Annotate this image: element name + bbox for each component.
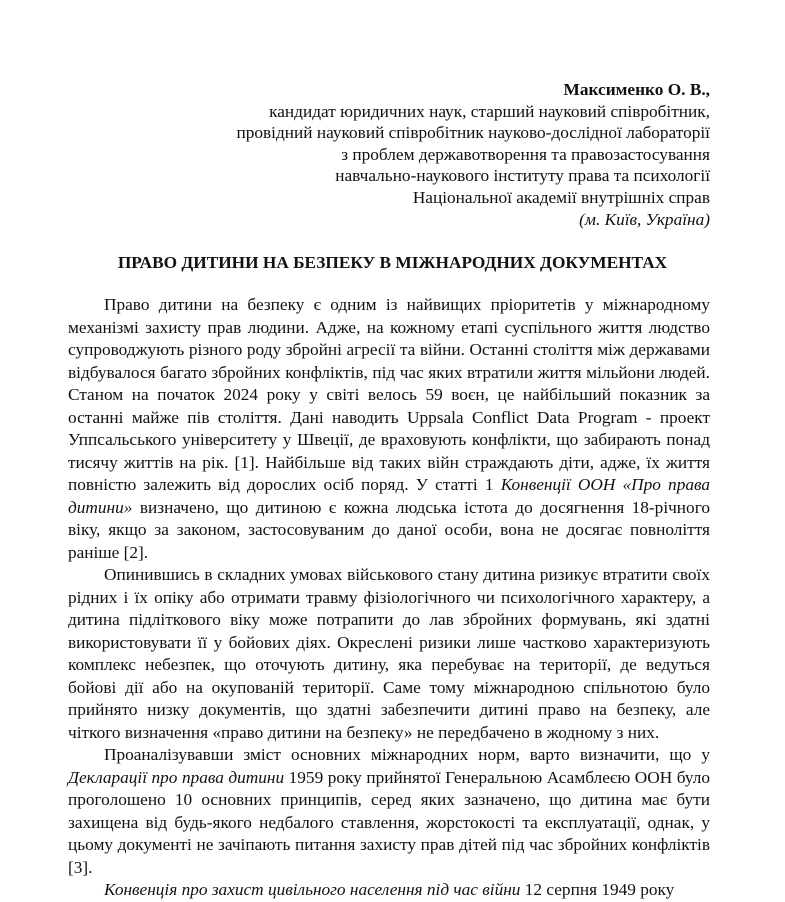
paragraph-italic-ref: Конвенції ООН «Про права дитини» [68,475,710,517]
author-credential-line: кандидат юридичних наук, старший науковий співробітник, [269,101,710,121]
paragraph-text: визначено, що дитиною є кожна людська істота до досягнення 18-річного віку, якщо за законом, застосовуваним до даної особи, вона не досягає повноліття раніше [2]. [68,497,710,562]
author-credential-line: провідний науковий співробітник науково-дослідної лабораторії [236,123,710,143]
paragraph-3 [68,744,710,879]
author-name: Максименко О. В., [563,80,710,99]
paragraph-1 [68,294,710,564]
paragraph-text: Проаналізувавши зміст основних міжнародних норм, варто визначити, що у [104,745,710,764]
article-title: ПРАВО ДИТИНИ НА БЕЗПЕКУ В МІЖНАРОДНИХ ДОКУМЕНТАХ [117,253,668,272]
paragraph-italic-ref: Декларації про права дитини [68,767,285,787]
paragraph-2: Опинившись в складних умовах військового стану дитина ризикує втратити своїх рідних і їх опіку або отримати травму фізіологічного чи психологічного характеру, а дитина підліткового віку може потрапити до лав збройних формувань, які здатні використовувати її у бойових діях. Окреслені ризики лише частково характеризують комплекс небезпек, що оточують дитину, яка перебуває на території, де ведуться бойові дії або на окупованій території. Саме тому міжнародною спільнотою було прийнято низку документів, що здатні забезпечити дитині право на безпеку, але чіткого визначення «право дитини на безпеку» не передбачено в жодному з них. [68,565,710,742]
paragraph-italic-ref: Конвенція про захист цивільного населення під час війни [104,880,521,899]
article-body [68,294,710,902]
paragraph-text: Право дитини на безпеку є одним із найвищих пріоритетів у міжнародному механізмі захисту прав людини. Адже, на кожному етапі суспільного життя людство супроводжують різного роду збройні агресії та війни. Останні століття між державами відбувалося багато збройних конфліктів, під час яких втратили життя мільйони людей. Станом на початок 2024 року у світі велось 59 воєн, це найбільший показник за останні майже пів століття. Дані наводить Uppsala Conflict Data Program - проект Уппсальського університету у Швеції, де враховують конфлікти, що забирають понад тисячу життів на рік. [1]. Найбільше від таких війн страждають діти, адже, їх життя повністю залежить від дорослих осіб поряд. У статті 1 [68,295,710,494]
author-location: (м. Київ, Україна) [579,209,710,229]
author-credential-line: Національної академії внутрішніх справ [412,187,710,207]
paragraph-text: 12 серпня 1949 року [520,880,675,899]
paragraph-text: 1959 року прийнятої Генеральною Асамблеєю ООН було проголошено 10 основних принципів, серед яких зазначено, що дитина має бути захищена від будь-якого недбалого ставлення, жорстокості та експлуатації, однак, у цьому документі не зачіпають питання захисту прав дітей під час збройних конфліктів [3]. [68,767,710,877]
author-credential-line: з проблем державотворення та правозастосування [341,144,710,164]
paragraph-4 [68,879,710,902]
author-block [70,79,710,230]
author-credential-line: навчально-наукового інституту права та психології [335,166,710,186]
